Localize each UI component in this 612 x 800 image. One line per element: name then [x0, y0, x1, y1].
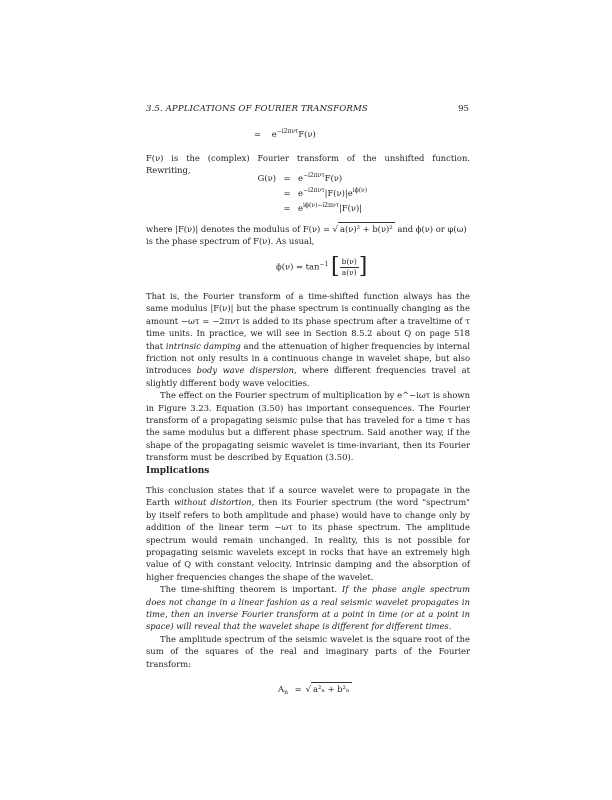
paragraph-3-italic-1: intrinsic damping — [165, 340, 241, 351]
sqrt-body: a²ₙ + b²ₙ — [312, 684, 350, 694]
eq-exponent: −i2πντ — [302, 172, 325, 179]
eq-op: = — [283, 203, 291, 213]
paragraph-3-text-3: where different frequencies travel at slightly different body wave velocities. — [146, 365, 470, 388]
paragraph-5-text-2: then its Fourier spectrum (the word "spectrum" by itself refers to both amplitude and phase) would have to change only by addition of the linear term −ωτ to its phase spectrum. The amplitude spectrum would remain unchanged. In reality, this is not possible for propagating seismic wavelets except in rocks that have an extremely high value of Q with constant velocity. Intrinsic damping and the absorption of higher frequencies changes the shape of the wavelet. — [146, 497, 470, 582]
eq-tail: |F(ν)|e — [324, 188, 353, 198]
equation-line-2 — [232, 187, 367, 201]
paragraph-2 — [146, 222, 470, 248]
eq-op: = — [254, 129, 262, 139]
sqrt-symbol: √ — [305, 684, 311, 694]
sqrt-body: a(ν)² + b(ν)² — [340, 224, 393, 234]
sqrt-symbol: √ — [332, 224, 338, 234]
fraction — [340, 257, 359, 278]
eq-lhs-subscript: n — [284, 689, 288, 696]
eq-exponent: −i2πντ — [302, 187, 325, 194]
paragraph-2-text-a-end: and ϕ(ν) or φ(ω) — [394, 224, 467, 234]
eq-lhs: G(ν) — [257, 173, 276, 183]
paragraph-2-text-a: where |F(ν)| denotes the modulus of F(ν) = — [146, 224, 333, 234]
eq-op: = — [283, 173, 291, 183]
equation-phase — [276, 256, 367, 278]
equation-shifted — [254, 128, 316, 142]
eq-tail: F(ν) — [324, 173, 343, 183]
paragraph-2-text-b: is the phase spectrum of F(ν). As usual, — [146, 236, 315, 247]
equation-line-1 — [232, 172, 342, 186]
equation-line-3 — [232, 202, 362, 216]
paragraph-4-text: The effect on the Fourier spectrum of multiplication by e^−iωτ is shown in Figure 3.23. Equation (3.50) has important consequences. The Fourier transform of a propagating seismic pulse that has traveled for a time τ has the same modulus but a different phase spectrum. Said another way, if the shape of the propagating seismic wavelet is time-invariant, then its Fourier transform must be described by Equation (3.50). — [146, 390, 470, 463]
paragraph-6-text-1: The time-shifting theorem is important. — [160, 584, 342, 595]
paragraph-1-text: F(ν) is the (complex) Fourier transform of the unshifted function. Rewriting, — [146, 153, 470, 176]
paragraph-5-text-1: This conclusion states that if a source wavelet were to propagate in the Earth — [146, 485, 470, 508]
eq-base: e — [271, 129, 277, 139]
running-header: 3.5. APPLICATIONS OF FOURIER TRANSFORMS — [146, 104, 368, 114]
eq-exponent: iϕ(ν)−i2πντ — [302, 202, 339, 209]
eq-tail: |F(ν)| — [338, 203, 363, 213]
eq-lhs: A — [278, 684, 285, 694]
paragraph-3-italic-2: body wave dispersion, — [196, 365, 297, 376]
eq-op: = — [283, 188, 291, 198]
right-bracket: ] — [358, 254, 368, 279]
eq-tail-exponent: iϕ(ν) — [352, 187, 368, 194]
paragraph-3-text-1: That is, the Fourier transform of a time-shifted function always has the same modulus |F(ν)| but the phase spectrum is continually changing as the amount −ωτ = −2πντ is added to its phase spectrum after a traveltime of τ time units. In practice, we will see in Section 8.5.2 about Q on page 518 that — [146, 291, 470, 351]
eq-base: e — [298, 203, 303, 213]
eq-exponent: −i2πντ — [276, 128, 299, 135]
fraction-numerator: b(ν) — [341, 256, 357, 266]
section-heading: Implications — [146, 466, 210, 476]
paragraph-5 — [146, 484, 470, 670]
eq-exponent: −1 — [319, 260, 329, 268]
eq-op: = — [294, 684, 302, 694]
eq-base: e — [298, 188, 303, 198]
paragraph-3-text-2: and the attenuation of higher frequencies by internal friction not only results in a continuous change in wavelet shape, but also introduces — [146, 340, 470, 376]
fraction-denominator: a(ν) — [341, 267, 357, 277]
page-number: 95 — [458, 104, 469, 114]
eq-lhs: ϕ(ν) = tan — [276, 261, 320, 272]
eq-tail: F(ν) — [298, 129, 316, 139]
paragraph-5-italic-1: without distortion, — [173, 497, 255, 508]
paragraph-7-text: The amplitude spectrum of the seismic wavelet is the square root of the sum of the squares of the real and imaginary parts of the Fourier transform: — [146, 633, 470, 669]
paragraph-6-italic-1: If the phase angle spectrum does not change in a linear fashion as a real seismic wavelet propagates in time, then an inverse Fourier transform at a point in time (or at a point in space) will reveal that the wavelet shape is different for different times. — [146, 584, 471, 632]
paragraph-3 — [146, 290, 470, 464]
left-bracket: [ — [330, 254, 340, 279]
equation-amplitude — [278, 682, 352, 697]
eq-base: e — [298, 173, 303, 183]
